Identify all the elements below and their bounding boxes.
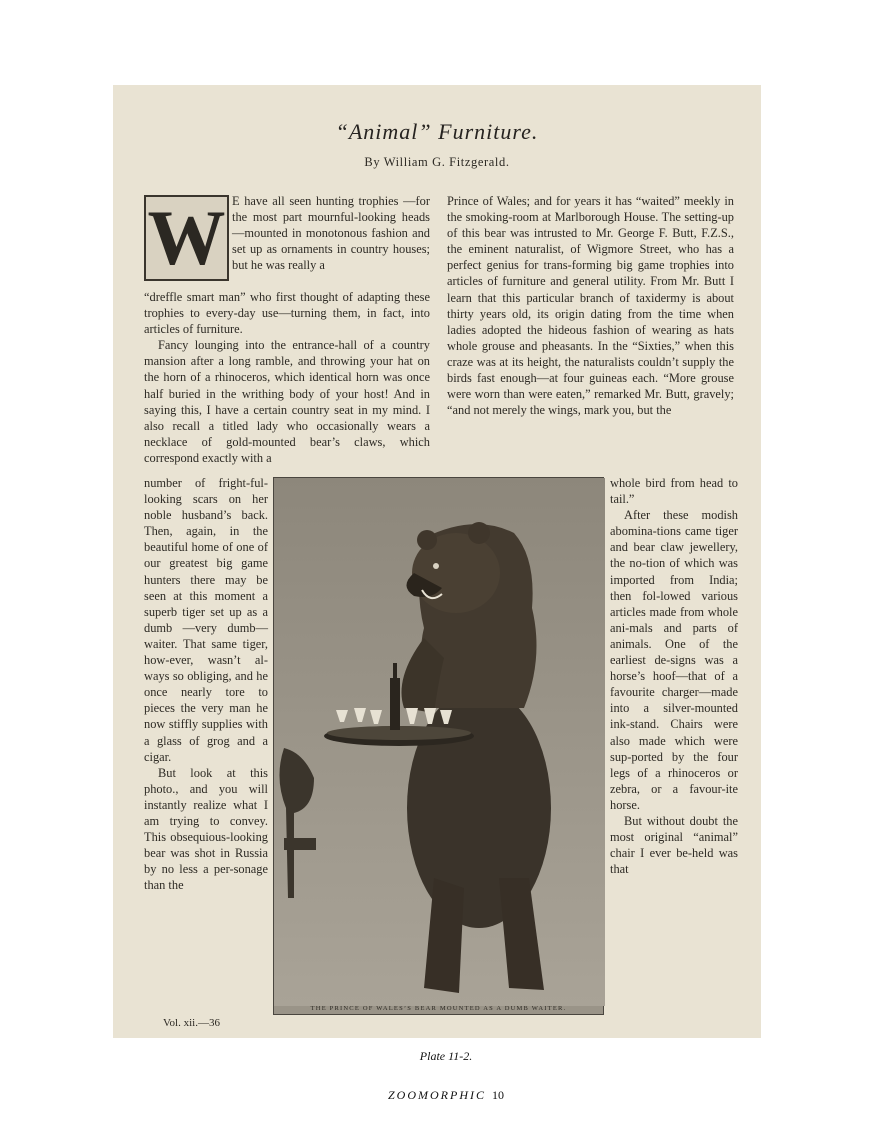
drop-cap-letter: W [147,194,226,281]
plate-label: Plate 11-2. [419,1049,473,1063]
bottle-neck [393,663,397,681]
paragraph: “dreffle smart man” who first thought of adapting these trophies to every-day use—turning them, in fact, into articles of furniture. [144,290,430,337]
page-footer [0,1088,892,1103]
column-right-top: Prince of Wales; and for years it has “waited” meekly in the smoking-room at Marlborough House. The setting-up of this bear was intrusted to Mr. George F. Butt, F.Z.S., the eminent naturalist, of Wigmore Street, who has a perfect genius for trans-forming big game trophies into articles of furniture and general utility. From Mr. Butt I learn that this particular branch of taxidermy is about thirty years old, its origin dating from the time when ladies adopted the hideous fashion of wearing as hats whole grouse and pheasants. In the “Sixties,” when this craze was at its height, the naturalists couldn’t supply the birds fast enough—at four guineas each. “More grouse were worn than were eaten,” remarked Mr. Butt, gravely; “and not merely the wings, mark you, but the [447,194,734,418]
bottle [390,678,400,730]
column-left-narrow [144,475,268,893]
ornamental-drop-cap [144,195,229,281]
bear-ear [468,522,490,544]
bear-ear [417,530,437,550]
column-left-top: E have all seen hunting trophies —for the most part mournful-looking heads—mounted in monotonous fashion and set up as ornaments in country houses; but he was really a [232,194,430,273]
paragraph: After these modish abomina-tions came tiger and bear claw jewellery, the no-tion of which was imported from India; then fol-lowed various articles made from whole ani-mals and parts of animals. One of the earliest de-signs was a horse’s hoof—that of a favourite charger—made into a silver-mounted ink-stand. Chairs were also made which were sup-ported by the four legs of a rhinoceros or zebra, or a favour-ite horse. [610,508,738,812]
scanned-magazine-page [113,85,761,1038]
paragraph: whole bird from head to tail.” [610,476,738,507]
bear-dumb-waiter-illustration [274,478,605,1006]
article-title: “Animal” Furniture. [335,119,539,144]
column-right-narrow [610,475,738,877]
photo-caption: THE PRINCE OF WALES’S BEAR MOUNTED AS A DUMB WAITER. [310,1005,567,1012]
chair-seat [284,838,316,850]
paragraph: number of fright-ful-looking scars on her noble husband’s back. Then, again, in the beautiful home of one of our greatest big game hunters there may be seen at this moment a superb tiger set up as a dumb —very dumb—waiter. That same tiger, how-ever, wasn’t al-ways so obliging, and he once nearly tore to pieces the very man he now stiffly supplies with a glass of grog and a cigar. [144,476,268,764]
paragraph: Fancy lounging into the entrance-hall of a country mansion after a long ramble, and throwing your hat on the horn of a rhinoceros, which identical horn was once half buried in the writhing body of your host! And in saying this, I have a certain country seat in my mind. I also recall a titled lady who occasionally wears a necklace of gold-mounted bear’s claws, which correspond exactly with a [144,338,430,465]
bear-photograph [273,477,604,1015]
footer-page-number: 10 [492,1088,504,1102]
footer-section: ZOOMORPHIC [388,1088,486,1102]
column-left-full [144,289,430,466]
paragraph: But look at this photo., and you will instantly realize what I am trying to convey. This obsequious-looking bear was shot in Russia by no less a per-sonage than the [144,765,268,893]
volume-folio: Vol. xii.—36 [163,1017,220,1029]
paragraph: But without doubt the most original “animal” chair I ever be-held was that [610,813,738,877]
article-byline: By William G. Fitzgerald. [364,155,510,169]
bear-eye [433,563,439,569]
